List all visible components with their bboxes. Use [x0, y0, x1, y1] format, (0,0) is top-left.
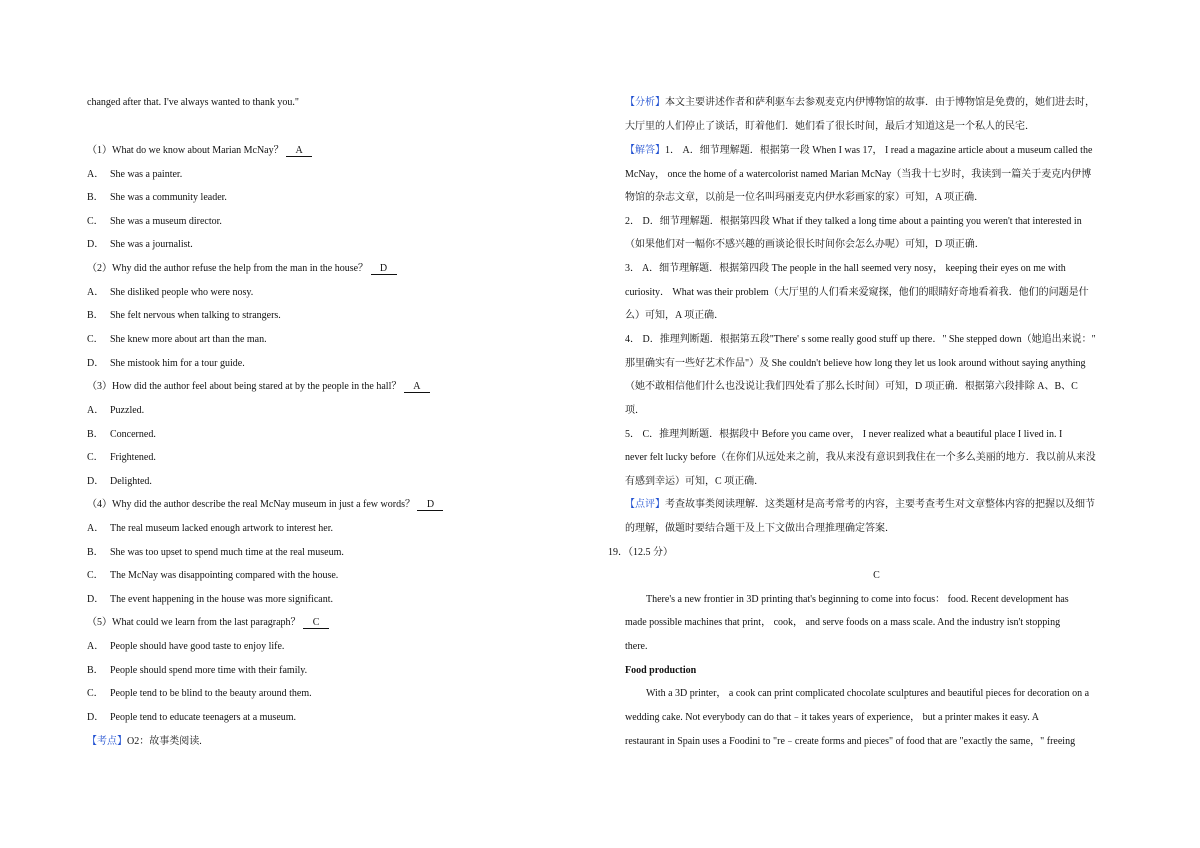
option — [87, 522, 333, 535]
option — [87, 309, 281, 322]
option — [87, 333, 267, 346]
option-text: She was a community leader. — [110, 192, 227, 203]
paragraph-2-line-2: wedding cake. Not everybody can do that﹣it takes years of experience， but a printer makes it easy. A — [625, 712, 1039, 723]
answer-2-line-2: （如果他们对一幅你不感兴趣的画谈论很长时间你会怎么办呢）可知，D 项正确． — [625, 239, 985, 250]
option-letter: D． — [87, 712, 105, 723]
option-text: People should spend more time with their family. — [110, 665, 308, 676]
option — [87, 286, 253, 299]
option-text: She was a painter. — [110, 169, 183, 180]
option-letter: C． — [87, 570, 104, 581]
option-text: She mistook him for a tour guide. — [110, 358, 245, 369]
option-text: People tend to educate teenagers at a museum. — [110, 712, 297, 723]
jieda-line-1 — [625, 144, 1092, 157]
question-4 — [87, 498, 443, 511]
option-letter: C． — [87, 688, 104, 699]
jieda-line-2: McNay， once the home of a watercolorist named Marian McNay（当我十七岁时，我读到一篇关于麦克内伊博 — [625, 169, 1092, 180]
answer-3-line-2: curiosity． What was their problem（大厅里的人们看来爱窥探，他们的眼睛好奇地看着我．他们的问题是什 — [625, 287, 1089, 298]
answer-3-line-3: 么）可知，A 项正确． — [625, 310, 725, 321]
option-text: People tend to be blind to the beauty around them. — [110, 688, 312, 699]
option-letter: B． — [87, 192, 104, 203]
question-5 — [87, 616, 329, 629]
question-stem: （5）What could we learn from the last paragraph？ — [87, 617, 301, 628]
option-letter: B． — [87, 429, 104, 440]
option-text: People should have good taste to enjoy life. — [110, 641, 285, 652]
option-letter: B． — [87, 310, 104, 321]
option — [87, 569, 338, 582]
paragraph-1-line-1: There's a new frontier in 3D printing that's beginning to come into focus： food. Recent development has — [646, 594, 1069, 605]
option-text: She was a museum director. — [110, 216, 222, 227]
option-text: She disliked people who were nosy. — [110, 287, 254, 298]
question-1 — [87, 144, 312, 157]
fenxi-line-1 — [625, 96, 1095, 109]
option-letter: A． — [87, 405, 105, 416]
answer-4-line-1: 4． D．推理判断题．根据第五段"There' s some really good stuff up there．" She stepped down（她追出来说：" — [625, 334, 1096, 345]
question-3 — [87, 380, 430, 393]
paragraph-2-line-1: With a 3D printer， a cook can print complicated chocolate sculptures and beautiful pieces for decoration on a — [646, 688, 1090, 699]
kaodian-text: O2：故事类阅读. — [127, 736, 202, 747]
option-letter: B． — [87, 665, 104, 676]
option-text: The McNay was disappointing compared with the house. — [110, 570, 339, 581]
fenxi-tag: 【分析】 — [625, 97, 665, 108]
option-text: She was a journalist. — [110, 239, 193, 250]
option — [87, 404, 144, 417]
option-letter: D． — [87, 239, 105, 250]
option — [87, 711, 296, 724]
paragraph-2-line-3: restaurant in Spain uses a Foodini to "re﹣create forms and pieces" of food that are "exactly the same，" freeing — [625, 736, 1076, 747]
question-19-label: 19．（12.5 分） — [608, 547, 673, 558]
option-letter: C． — [87, 452, 104, 463]
question-stem: （2）Why did the author refuse the help from the man in the house？ — [87, 263, 369, 274]
option — [87, 168, 182, 181]
option — [87, 593, 333, 606]
jieda-text: 1． A．细节理解题．根据第一段 When I was 17， I read a magazine article about a museum called the — [665, 145, 1093, 156]
option-text: Concerned. — [110, 429, 156, 440]
option-letter: D． — [87, 594, 105, 605]
option — [87, 546, 344, 559]
question-stem: （1）What do we know about Marian McNay？ — [87, 145, 284, 156]
option-text: Frightened. — [110, 452, 156, 463]
jieda-tag: 【解答】 — [625, 145, 665, 156]
dianping-tag: 【点评】 — [625, 499, 665, 510]
answer-4-line-2: 那里确实有一些好艺术作品"）及 She couldn't believe how long they let us look around without saying anything — [625, 358, 1086, 369]
answer-5-line-2: never felt lucky before（在你们从远处来之前，我从来没有意识到我住在一个多么美丽的地方．我以前从来没 — [625, 452, 1096, 463]
option-letter: D． — [87, 358, 105, 369]
option-letter: D． — [87, 476, 105, 487]
option-letter: A． — [87, 641, 105, 652]
question-stem: （3）How did the author feel about being stared at by the people in the hall？ — [87, 381, 402, 392]
dianping-line-1 — [625, 498, 1095, 511]
answer-blank: A — [286, 145, 312, 157]
answer-blank: A — [404, 381, 430, 393]
answer-blank: C — [303, 617, 329, 629]
intro-line: changed after that. I've always wanted to thank you." — [87, 97, 299, 108]
paragraph-1-line-3: there. — [625, 641, 648, 652]
option-letter: C． — [87, 216, 104, 227]
option-letter: C． — [87, 334, 104, 345]
option — [87, 357, 245, 370]
option — [87, 475, 152, 488]
option-text: Delighted. — [110, 476, 152, 487]
kaodian-note — [87, 735, 202, 748]
answer-4-line-4: 项． — [625, 405, 645, 416]
option-letter: A． — [87, 287, 105, 298]
option-letter: A． — [87, 169, 105, 180]
option — [87, 664, 307, 677]
option — [87, 640, 284, 653]
jieda-line-3: 物馆的杂志文章，以前是一位名叫玛丽麦克内伊水彩画家的家）可知，A 项正确． — [625, 192, 985, 203]
option — [87, 451, 156, 464]
option — [87, 191, 227, 204]
option-text: Puzzled. — [110, 405, 145, 416]
option-letter: B． — [87, 547, 104, 558]
question-2 — [87, 262, 397, 275]
paragraph-1-line-2: made possible machines that print， cook， and serve foods on a mass scale. And the industry isn't stopping — [625, 617, 1061, 628]
option — [87, 687, 312, 700]
answer-5-line-3: 有感到幸运）可知，C 项正确． — [625, 476, 765, 487]
dianping-line-2: 的理解，做题时要结合题干及上下文做出合理推理确定答案． — [625, 523, 895, 534]
option — [87, 238, 193, 251]
answer-5-line-1: 5． C．推理判断题．根据段中 Before you came over， I never realized what a beautiful place I lived in. I — [625, 429, 1063, 440]
option-text: The real museum lacked enough artwork to interest her. — [110, 523, 333, 534]
passage-letter: C — [873, 570, 880, 581]
option-text: She felt nervous when talking to strangers. — [110, 310, 281, 321]
question-stem: （4）Why did the author describe the real McNay museum in just a few words？ — [87, 499, 415, 510]
option-text: The event happening in the house was more significant. — [110, 594, 333, 605]
fenxi-line-2: 大厅里的人们停止了谈话，盯着他们．她们看了很长时间，最后才知道这是一个私人的民宅． — [625, 121, 1035, 132]
answer-blank: D — [417, 499, 443, 511]
kaodian-tag: 【考点】 — [87, 736, 127, 747]
option — [87, 215, 222, 228]
answer-blank: D — [371, 263, 397, 275]
option-text: She knew more about art than the man. — [110, 334, 267, 345]
answer-2-line-1: 2． D．细节理解题．根据第四段 What if they talked a long time about a painting you weren't that interested in — [625, 216, 1082, 227]
option — [87, 428, 156, 441]
section-heading: Food production — [625, 665, 697, 676]
fenxi-text: 本文主要讲述作者和萨利驱车去参观麦克内伊博物馆的故事．由于博物馆是免费的，她们进去时， — [665, 97, 1095, 108]
option-letter: A． — [87, 523, 105, 534]
dianping-text: 考查故事类阅读理解．这类题材是高考常考的内容，主要考查考生对文章整体内容的把握以及细节 — [665, 499, 1095, 510]
answer-4-line-3: （她不敢相信他们什么也没说让我们四处看了那么长时间）可知，D 项正确．根据第六段排除 A、B、C — [625, 381, 1078, 392]
option-text: She was too upset to spend much time at the real museum. — [110, 547, 344, 558]
answer-3-line-1: 3． A．细节理解题．根据第四段 The people in the hall seemed very nosy， keeping their eyes on me with — [625, 263, 1066, 274]
